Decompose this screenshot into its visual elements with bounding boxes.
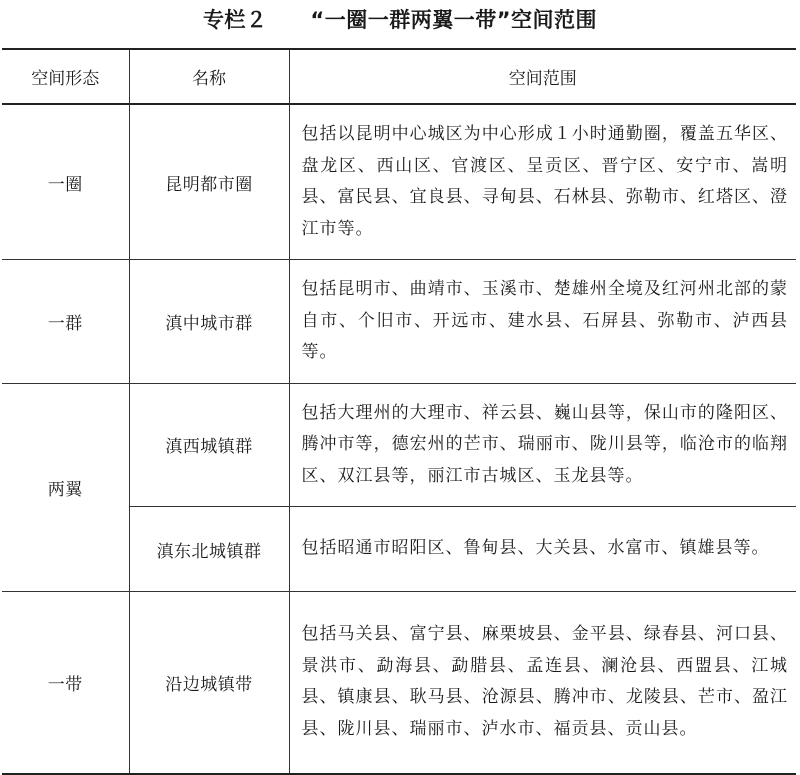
table-row xyxy=(2,260,796,384)
name-cell-border-towns-belt: 沿边城镇带 xyxy=(129,592,289,774)
table-row xyxy=(2,383,796,507)
table-header-row xyxy=(2,49,796,104)
header-spatial-form: 空间形态 xyxy=(2,49,129,104)
header-name: 名称 xyxy=(129,49,289,104)
scope-cell-northeast-yunnan-towns: 包括昭通市昭阳区、鲁甸县、大关县、水富市、镇雄县等。 xyxy=(289,507,796,592)
name-cell-kunming-metro: 昆明都市圈 xyxy=(129,104,289,260)
table-row xyxy=(2,104,796,260)
header-spatial-scope: 空间范围 xyxy=(289,49,796,104)
form-cell-one-belt: 一带 xyxy=(2,592,129,774)
name-cell-northeast-yunnan-towns: 滇东北城镇群 xyxy=(129,507,289,592)
form-cell-one-cluster: 一群 xyxy=(2,260,129,384)
spatial-scope-table xyxy=(2,48,796,775)
scope-cell-central-yunnan-cluster: 包括昆明市、曲靖市、玉溪市、楚雄州全境及红河州北部的蒙自市、个旧市、开远市、建水县、石屏县、弥勒市、泸西县等。 xyxy=(289,260,796,384)
form-cell-two-wings: 两翼 xyxy=(2,383,129,592)
scope-cell-west-yunnan-towns: 包括大理州的大理市、祥云县、巍山县等，保山市的隆阳区、腾冲市等，德宏州的芒市、瑞丽市、陇川县等，临沧市的临翔区、双江县等，丽江市古城区、玉龙县等。 xyxy=(289,383,796,507)
table-row xyxy=(2,592,796,774)
scope-cell-kunming-metro: 包括以昆明中心城区为中心形成１小时通勤圈，覆盖五华区、盘龙区、西山区、官渡区、呈贡区、晋宁区、安宁市、嵩明县、富民县、宜良县、寻甸县、石林县、弥勒市、红塔区、澄江市等。 xyxy=(289,104,796,260)
name-cell-west-yunnan-towns: 滇西城镇群 xyxy=(129,383,289,507)
form-cell-one-circle: 一圈 xyxy=(2,104,129,260)
page-title: 专栏２ “一圈一群两翼一带”空间范围 xyxy=(202,8,598,32)
name-cell-central-yunnan-cluster: 滇中城市群 xyxy=(129,260,289,384)
scope-cell-border-towns-belt: 包括马关县、富宁县、麻栗坡县、金平县、绿春县、河口县、景洪市、勐海县、勐腊县、孟连县、澜沧县、西盟县、江城县、镇康县、耿马县、沧源县、腾冲市、龙陵县、芒市、盈江县、陇川县、瑞丽市、泸水市、福贡县、贡山县。 xyxy=(289,592,796,774)
